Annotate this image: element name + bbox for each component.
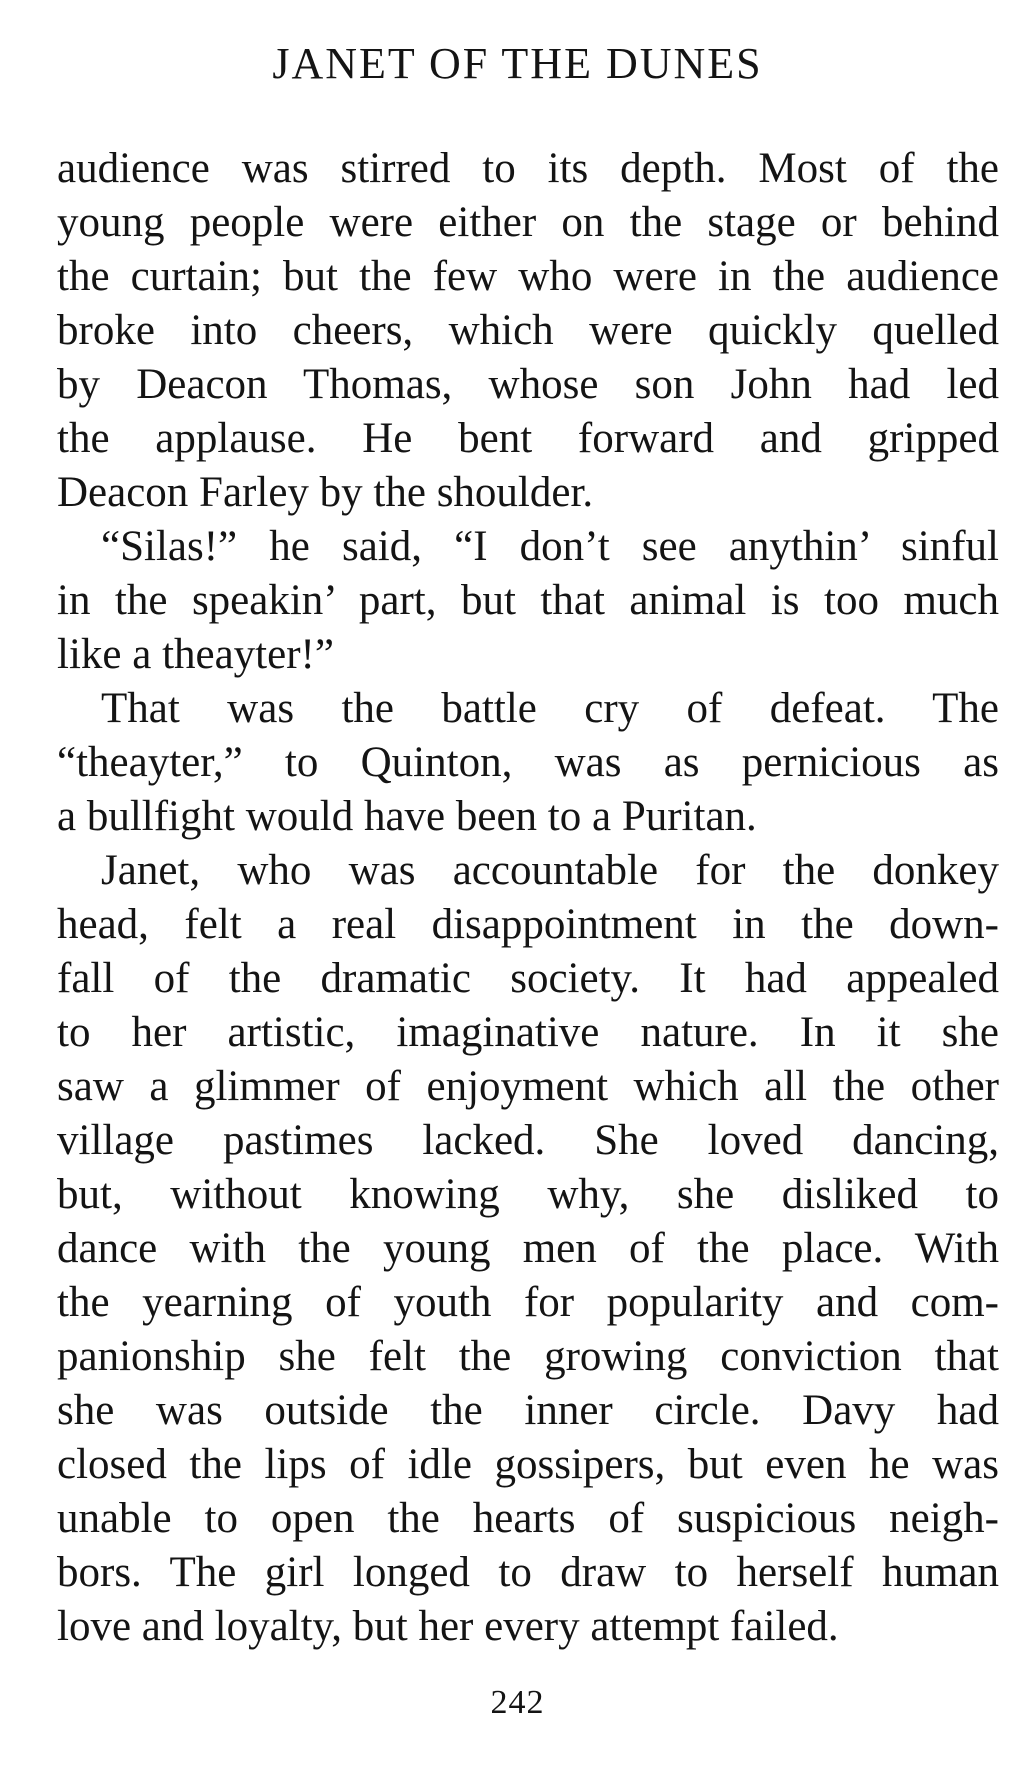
text-line: the yearning of youth for popularity and com-: [57, 1279, 999, 1326]
text-line: That was the battle cry of defeat. The: [101, 685, 999, 732]
text-line: in the speakin’ part, but that animal is too much: [57, 577, 999, 624]
text-line: by Deacon Thomas, whose son John had led: [57, 361, 999, 408]
running-head: JANET OF THE DUNES: [272, 39, 763, 88]
text-line: she was outside the inner circle. Davy had: [57, 1387, 999, 1434]
text-line: a bullfight would have been to a Puritan.: [57, 793, 757, 840]
paragraph: [57, 142, 999, 520]
text-line: to her artistic, imaginative nature. In it she: [57, 1009, 999, 1056]
text-line: “theayter,” to Quinton, was as pernicious as: [57, 739, 999, 786]
text-line: panionship she felt the growing conviction that: [57, 1333, 999, 1380]
text-line: saw a glimmer of enjoyment which all the other: [57, 1063, 999, 1110]
text-line: head, felt a real disappointment in the down-: [57, 901, 999, 948]
text-line: bors. The girl longed to draw to herself human: [57, 1549, 999, 1596]
text-line: fall of the dramatic society. It had appealed: [57, 955, 999, 1002]
paragraph: [57, 682, 999, 844]
text-line: the curtain; but the few who were in the audience: [57, 253, 999, 300]
page-number: 242: [490, 1684, 545, 1721]
paragraph: [57, 520, 999, 682]
text-line: love and loyalty, but her every attempt failed.: [57, 1603, 839, 1650]
text-line: broke into cheers, which were quickly quelled: [57, 307, 999, 354]
text-line: dance with the young men of the place. With: [57, 1225, 999, 1272]
text-line: village pastimes lacked. She loved dancing,: [57, 1117, 999, 1164]
body-text: [57, 142, 999, 1654]
text-line: Deacon Farley by the shoulder.: [57, 469, 594, 516]
text-line: young people were either on the stage or behind: [57, 199, 999, 246]
text-line: but, without knowing why, she disliked to: [57, 1171, 999, 1218]
text-line: unable to open the hearts of suspicious neigh-: [57, 1495, 999, 1542]
paragraph: [57, 844, 999, 1654]
text-line: “Silas!” he said, “I don’t see anythin’ sinful: [101, 523, 999, 570]
text-line: the applause. He bent forward and gripped: [57, 415, 999, 462]
text-line: Janet, who was accountable for the donkey: [101, 847, 999, 894]
text-line: closed the lips of idle gossipers, but even he was: [57, 1441, 999, 1488]
text-line: audience was stirred to its depth. Most of the: [57, 145, 999, 192]
text-line: like a theayter!”: [57, 631, 334, 678]
